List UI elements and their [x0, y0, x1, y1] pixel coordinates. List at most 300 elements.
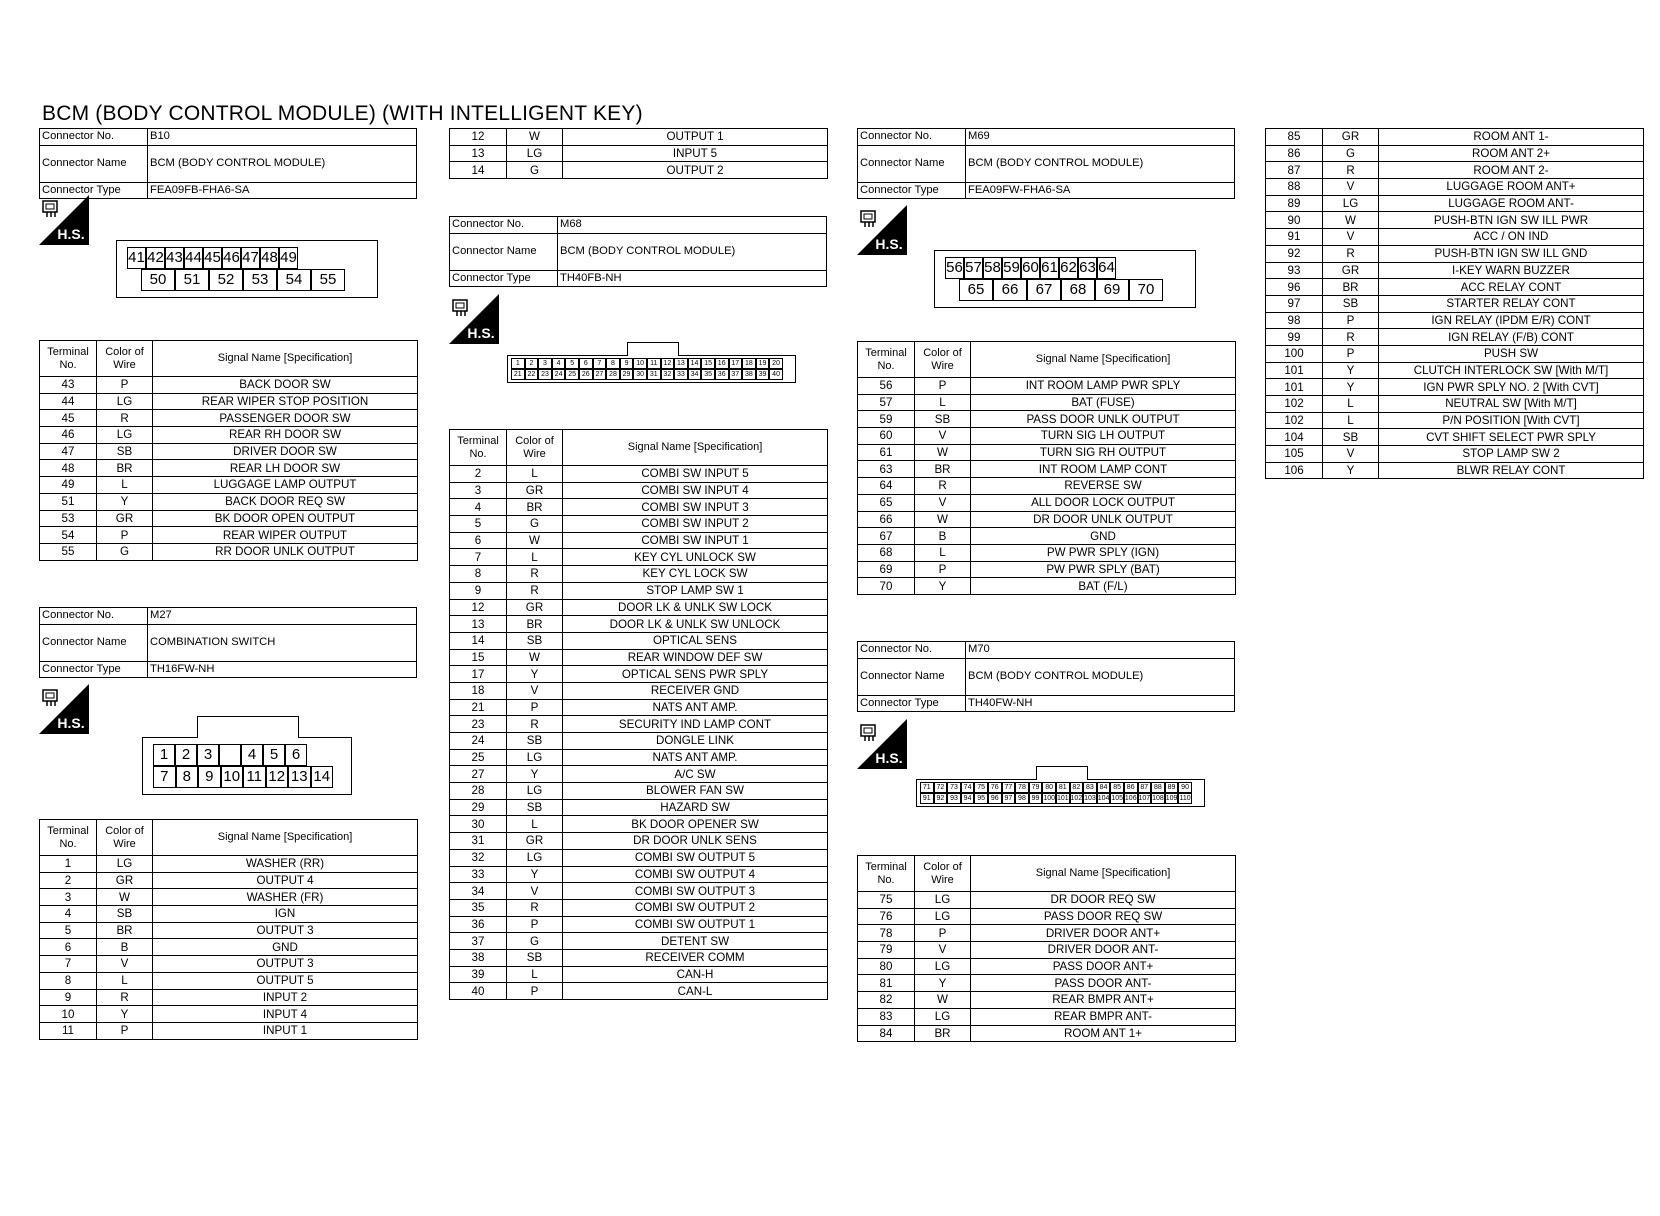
table-row — [1266, 229, 1644, 246]
connector-pin: 51 — [175, 269, 209, 291]
signal-name: BLOWER FAN SW — [563, 783, 828, 800]
wire-color: B — [915, 528, 971, 545]
connector-pin: 109 — [1165, 795, 1178, 802]
wire-color: Y — [507, 666, 563, 683]
terminal-no: 53 — [40, 510, 97, 527]
connector-pin: 74 — [961, 782, 975, 793]
table-row — [40, 939, 418, 956]
connector-pin: 61 — [1040, 257, 1059, 279]
wire-color: BR — [1323, 279, 1379, 296]
color-of-wire-header: Color of Wire — [507, 430, 563, 466]
table-row — [450, 649, 828, 666]
connector-pin: 33 — [674, 369, 688, 380]
terminal-no: 70 — [858, 578, 915, 595]
signal-name: CAN-L — [563, 983, 828, 1000]
table-row — [450, 833, 828, 850]
signal-name: PW PWR SPLY (BAT) — [971, 561, 1236, 578]
signal-name: DR DOOR UNLK SENS — [563, 833, 828, 850]
table-row — [450, 616, 828, 633]
wire-color: P — [1323, 312, 1379, 329]
terminal-no: 39 — [450, 966, 507, 983]
wire-color: W — [915, 992, 971, 1009]
wire-color: SB — [915, 411, 971, 428]
table-row — [450, 966, 828, 983]
wire-color: V — [915, 942, 971, 959]
table-row — [40, 477, 418, 494]
signal-name: STOP LAMP SW 2 — [1379, 446, 1644, 463]
table-row — [1266, 345, 1644, 362]
terminal-no: 56 — [858, 378, 915, 395]
signal-name: DETENT SW — [563, 933, 828, 950]
wire-color: L — [97, 477, 153, 494]
terminal-no: 35 — [450, 899, 507, 916]
table-row — [40, 906, 418, 923]
table-row — [450, 849, 828, 866]
table-row — [450, 933, 828, 950]
connector-pin: 10 — [221, 766, 244, 788]
connector-name-value: BCM (BODY CONTROL MODULE) — [558, 233, 827, 270]
harness-side-icon — [857, 205, 907, 255]
signal-name: REAR BMPR ANT+ — [971, 992, 1236, 1009]
hs-label: H.S. — [467, 325, 495, 341]
connector-no-label: Connector No. — [40, 129, 148, 146]
wire-color: LG — [915, 958, 971, 975]
wire-color: W — [915, 511, 971, 528]
terminal-table-m70-continued — [1265, 128, 1643, 479]
wire-color: BR — [97, 922, 153, 939]
pin-row — [127, 247, 367, 269]
signal-name: IGN RELAY (F/B) CONT — [1379, 329, 1644, 346]
table-row — [858, 461, 1236, 478]
connector-type-label: Connector Type — [40, 661, 148, 678]
signal-name: COMBI SW OUTPUT 4 — [563, 866, 828, 883]
terminal-table-m27 — [39, 819, 417, 1040]
connector-pin: 15 — [701, 358, 715, 369]
connector-no-label: Connector No. — [858, 642, 966, 659]
wire-color: G — [507, 516, 563, 533]
wire-color: V — [1323, 179, 1379, 196]
connector-pin: 13 — [288, 766, 311, 788]
terminal-no: 12 — [450, 129, 507, 146]
signal-name: ROOM ANT 2+ — [1379, 145, 1644, 162]
terminal-no: 10 — [40, 1006, 97, 1023]
connector-face-m69 — [934, 250, 1196, 308]
connector-pin: 56 — [945, 257, 964, 279]
connector-pin: 95 — [974, 793, 988, 804]
wire-color: LG — [915, 908, 971, 925]
wire-color: P — [915, 378, 971, 395]
pin-row — [920, 782, 1201, 793]
table-row — [1266, 329, 1644, 346]
signal-name: GND — [153, 939, 418, 956]
terminal-no: 24 — [450, 733, 507, 750]
connector-pin: 73 — [947, 782, 961, 793]
table-row — [450, 162, 828, 179]
wire-color: SB — [1323, 295, 1379, 312]
connector-pin: 38 — [742, 369, 756, 380]
terminal-no: 40 — [450, 983, 507, 1000]
terminal-no: 15 — [450, 649, 507, 666]
wire-color: Y — [915, 975, 971, 992]
connector-pin: 57 — [964, 257, 983, 279]
color-of-wire-header: Color of Wire — [97, 820, 153, 856]
connector-pin: 46 — [222, 247, 241, 269]
connector-pin: 3 — [197, 744, 219, 766]
table-row — [450, 983, 828, 1000]
table-row — [1266, 379, 1644, 396]
connector-pin: 13 — [674, 358, 688, 369]
wire-color: LG — [97, 856, 153, 873]
table-row — [1266, 195, 1644, 212]
wire-color: R — [507, 716, 563, 733]
terminal-no: 4 — [40, 906, 97, 923]
signal-name: P/N POSITION [With CVT] — [1379, 412, 1644, 429]
terminal-no: 27 — [450, 766, 507, 783]
table-row — [450, 916, 828, 933]
connector-info-m70 — [857, 641, 1235, 712]
signal-name: ROOM ANT 1- — [1379, 129, 1644, 146]
signal-name: OUTPUT 3 — [153, 922, 418, 939]
terminal-no: 84 — [858, 1025, 915, 1042]
terminal-no: 100 — [1266, 345, 1323, 362]
table-row — [40, 972, 418, 989]
terminal-no: 64 — [858, 478, 915, 495]
table-row — [858, 528, 1236, 545]
terminal-no: 97 — [1266, 295, 1323, 312]
wire-color: Y — [507, 766, 563, 783]
table-row — [40, 443, 418, 460]
table-row — [40, 427, 418, 444]
wire-color: L — [507, 816, 563, 833]
terminal-table-m69 — [857, 341, 1235, 595]
hs-label: H.S. — [875, 236, 903, 252]
connector-pin: 11 — [243, 766, 266, 788]
table-row — [1266, 429, 1644, 446]
wire-color: P — [507, 983, 563, 1000]
terminal-no: 37 — [450, 933, 507, 950]
wire-color: LG — [507, 749, 563, 766]
connector-pin: 55 — [311, 269, 345, 291]
signal-name: COMBI SW OUTPUT 3 — [563, 883, 828, 900]
signal-name: DR DOOR REQ SW — [971, 892, 1236, 909]
connector-pin: 63 — [1078, 257, 1097, 279]
connector-latch — [627, 342, 679, 356]
table-row — [1266, 245, 1644, 262]
connector-pin: 97 — [1002, 793, 1016, 804]
table-row — [40, 377, 418, 394]
wire-color: L — [507, 466, 563, 483]
terminal-table-m68 — [449, 429, 827, 1000]
signal-name: INPUT 5 — [563, 145, 828, 162]
connector-pin: 83 — [1083, 782, 1097, 793]
wire-color: G — [507, 933, 563, 950]
table-row — [40, 527, 418, 544]
table-row — [1266, 162, 1644, 179]
signal-name: IGN RELAY (IPDM E/R) CONT — [1379, 312, 1644, 329]
terminal-no: 3 — [450, 482, 507, 499]
table-row — [450, 129, 828, 146]
table-row — [40, 460, 418, 477]
table-row — [40, 989, 418, 1006]
wire-color: R — [507, 566, 563, 583]
wire-color: W — [1323, 212, 1379, 229]
connector-latch — [1036, 766, 1088, 780]
table-row — [450, 666, 828, 683]
pin-row — [153, 744, 341, 766]
connector-pin: 10 — [633, 358, 647, 369]
connector-pin: 69 — [1095, 279, 1129, 301]
signal-name: BACK DOOR REQ SW — [153, 493, 418, 510]
terminal-no: 23 — [450, 716, 507, 733]
terminal-no: 2 — [40, 872, 97, 889]
table-row — [450, 499, 828, 516]
terminal-no: 83 — [858, 1008, 915, 1025]
connector-face-m70 — [916, 779, 1205, 807]
connector-pin: 85 — [1110, 782, 1124, 793]
connector-no-value: M70 — [966, 642, 1235, 659]
terminal-no: 90 — [1266, 212, 1323, 229]
connector-pin: 100 — [1043, 795, 1056, 802]
signal-name: DOOR LK & UNLK SW LOCK — [563, 599, 828, 616]
wire-color: LG — [507, 783, 563, 800]
connector-pin: 2 — [175, 744, 197, 766]
wire-color: SB — [507, 632, 563, 649]
wire-color: SB — [507, 799, 563, 816]
signal-name: TURN SIG LH OUTPUT — [971, 428, 1236, 445]
table-row — [450, 566, 828, 583]
table-row — [858, 544, 1236, 561]
connector-pin: 14 — [311, 766, 334, 788]
terminal-no: 87 — [1266, 162, 1323, 179]
terminal-no-header: Terminal No. — [858, 342, 915, 378]
wire-color: V — [915, 494, 971, 511]
connector-pin: 28 — [606, 369, 620, 380]
wire-color: G — [507, 162, 563, 179]
terminal-no: 81 — [858, 975, 915, 992]
connector-pin: 6 — [579, 358, 593, 369]
connector-name-label: Connector Name — [40, 624, 148, 661]
terminal-no: 4 — [450, 499, 507, 516]
connector-type-label: Connector Type — [858, 182, 966, 199]
terminal-no: 34 — [450, 883, 507, 900]
connector-pin: 94 — [961, 793, 975, 804]
table-row — [450, 699, 828, 716]
harness-side-icon — [39, 684, 89, 734]
signal-name: PUSH-BTN IGN SW ILL PWR — [1379, 212, 1644, 229]
table-row — [1266, 295, 1644, 312]
pin-row — [127, 269, 367, 291]
table-row — [858, 561, 1236, 578]
signal-name: ACC / ON IND — [1379, 229, 1644, 246]
connector-no-value: M27 — [148, 608, 417, 625]
signal-name: PUSH SW — [1379, 345, 1644, 362]
terminal-no: 43 — [40, 377, 97, 394]
signal-name: ALL DOOR LOCK OUTPUT — [971, 494, 1236, 511]
wire-color: LG — [915, 892, 971, 909]
terminal-no: 21 — [450, 699, 507, 716]
table-row — [1266, 279, 1644, 296]
wire-color: Y — [97, 493, 153, 510]
terminal-no: 69 — [858, 561, 915, 578]
signal-name-header: Signal Name [Specification] — [153, 341, 418, 377]
connector-pin: 76 — [988, 782, 1002, 793]
terminal-no: 13 — [450, 145, 507, 162]
table-row — [1266, 179, 1644, 196]
connector-name-label: Connector Name — [40, 145, 148, 182]
hs-label: H.S. — [57, 226, 85, 242]
wire-color: BR — [915, 1025, 971, 1042]
wire-color: B — [97, 939, 153, 956]
wire-color: R — [507, 582, 563, 599]
connector-pin: 75 — [974, 782, 988, 793]
connector-name-value: BCM (BODY CONTROL MODULE) — [966, 145, 1235, 182]
wire-color: GR — [507, 833, 563, 850]
terminal-no: 88 — [1266, 179, 1323, 196]
connector-type-label: Connector Type — [858, 695, 966, 712]
table-row — [40, 856, 418, 873]
terminal-no: 38 — [450, 949, 507, 966]
connector-pin: 104 — [1097, 795, 1110, 802]
terminal-no: 7 — [450, 549, 507, 566]
terminal-no: 11 — [40, 1022, 97, 1039]
wire-color: BR — [507, 616, 563, 633]
wire-color: GR — [97, 872, 153, 889]
terminal-no: 9 — [450, 582, 507, 599]
connector-pin: 36 — [715, 369, 729, 380]
signal-name: PASS DOOR ANT+ — [971, 958, 1236, 975]
signal-name-header: Signal Name [Specification] — [563, 430, 828, 466]
connector-pin: 71 — [920, 782, 934, 793]
signal-name: PASS DOOR UNLK OUTPUT — [971, 411, 1236, 428]
connector-pin: 87 — [1138, 782, 1152, 793]
table-row — [450, 899, 828, 916]
terminal-no: 33 — [450, 866, 507, 883]
signal-name: PASS DOOR REQ SW — [971, 908, 1236, 925]
connector-pin: 88 — [1151, 782, 1165, 793]
table-row — [450, 716, 828, 733]
connector-pin: 9 — [198, 766, 221, 788]
color-of-wire-header: Color of Wire — [915, 342, 971, 378]
terminal-no: 9 — [40, 989, 97, 1006]
connector-info-m27 — [39, 607, 417, 678]
table-row — [1266, 129, 1644, 146]
connector-pin: 40 — [769, 369, 783, 380]
wire-color: R — [97, 989, 153, 1006]
table-row — [858, 378, 1236, 395]
table-row — [40, 410, 418, 427]
connector-pin: 7 — [153, 766, 176, 788]
connector-pin: 50 — [141, 269, 175, 291]
wire-color: V — [1323, 229, 1379, 246]
signal-name: DRIVER DOOR ANT- — [971, 942, 1236, 959]
wire-color: SB — [97, 906, 153, 923]
terminal-no: 47 — [40, 443, 97, 460]
terminal-no: 29 — [450, 799, 507, 816]
connector-pin: 14 — [688, 358, 702, 369]
signal-name: SECURITY IND LAMP CONT — [563, 716, 828, 733]
signal-name: OPTICAL SENS — [563, 632, 828, 649]
signal-name: REAR WINDOW DEF SW — [563, 649, 828, 666]
connector-pin: 80 — [1042, 782, 1056, 793]
terminal-table-m70 — [857, 855, 1235, 1042]
terminal-no: 18 — [450, 682, 507, 699]
connector-pin: 24 — [552, 369, 566, 380]
terminal-no: 75 — [858, 892, 915, 909]
table-row — [450, 582, 828, 599]
table-row — [858, 478, 1236, 495]
connector-pin: 25 — [565, 369, 579, 380]
terminal-no: 31 — [450, 833, 507, 850]
wire-color: P — [1323, 345, 1379, 362]
terminal-no: 76 — [858, 908, 915, 925]
connector-pin: 4 — [552, 358, 566, 369]
table-row — [1266, 446, 1644, 463]
table-row — [40, 872, 418, 889]
connector-pin: 30 — [633, 369, 647, 380]
connector-name-value: COMBINATION SWITCH — [148, 624, 417, 661]
terminal-no: 60 — [858, 428, 915, 445]
connector-type-label: Connector Type — [450, 270, 558, 287]
terminal-no: 8 — [450, 566, 507, 583]
table-row — [450, 783, 828, 800]
terminal-no: 101 — [1266, 379, 1323, 396]
terminal-no: 102 — [1266, 396, 1323, 413]
connector-pin: 84 — [1097, 782, 1111, 793]
terminal-table-b10 — [39, 340, 417, 561]
wire-color: V — [97, 956, 153, 973]
table-row — [450, 632, 828, 649]
connector-pin: 4 — [241, 744, 263, 766]
table-row — [450, 682, 828, 699]
table-row — [858, 925, 1236, 942]
terminal-no: 78 — [858, 925, 915, 942]
signal-name: STOP LAMP SW 1 — [563, 582, 828, 599]
wire-color: LG — [97, 393, 153, 410]
connector-pin: 105 — [1111, 795, 1123, 802]
terminal-no: 67 — [858, 528, 915, 545]
wire-color: LG — [507, 145, 563, 162]
connector-pin: 68 — [1061, 279, 1095, 301]
connector-pin: 29 — [620, 369, 634, 380]
signal-name: ROOM ANT 1+ — [971, 1025, 1236, 1042]
connector-pin: 22 — [525, 369, 539, 380]
wire-color: W — [507, 532, 563, 549]
page-title: BCM (BODY CONTROL MODULE) (WITH INTELLIGENT KEY) — [42, 102, 643, 125]
connector-pin: 23 — [538, 369, 552, 380]
connector-pin — [219, 744, 241, 766]
terminal-no: 12 — [450, 599, 507, 616]
table-row — [1266, 262, 1644, 279]
table-row — [858, 411, 1236, 428]
connector-pin: 79 — [1029, 782, 1043, 793]
connector-name-label: Connector Name — [858, 658, 966, 695]
connector-pin: 26 — [579, 369, 593, 380]
table-row — [450, 549, 828, 566]
signal-name: ACC RELAY CONT — [1379, 279, 1644, 296]
terminal-table-m27-continued — [449, 128, 827, 179]
wire-color: LG — [97, 427, 153, 444]
connector-pin: 47 — [241, 247, 260, 269]
connector-pin: 1 — [511, 358, 525, 369]
table-row — [1266, 312, 1644, 329]
signal-name: REAR WIPER STOP POSITION — [153, 393, 418, 410]
signal-name: CAN-H — [563, 966, 828, 983]
wire-color: P — [97, 1022, 153, 1039]
connector-info-m68 — [449, 216, 827, 287]
signal-name: HAZARD SW — [563, 799, 828, 816]
table-row — [450, 816, 828, 833]
terminal-no: 61 — [858, 444, 915, 461]
